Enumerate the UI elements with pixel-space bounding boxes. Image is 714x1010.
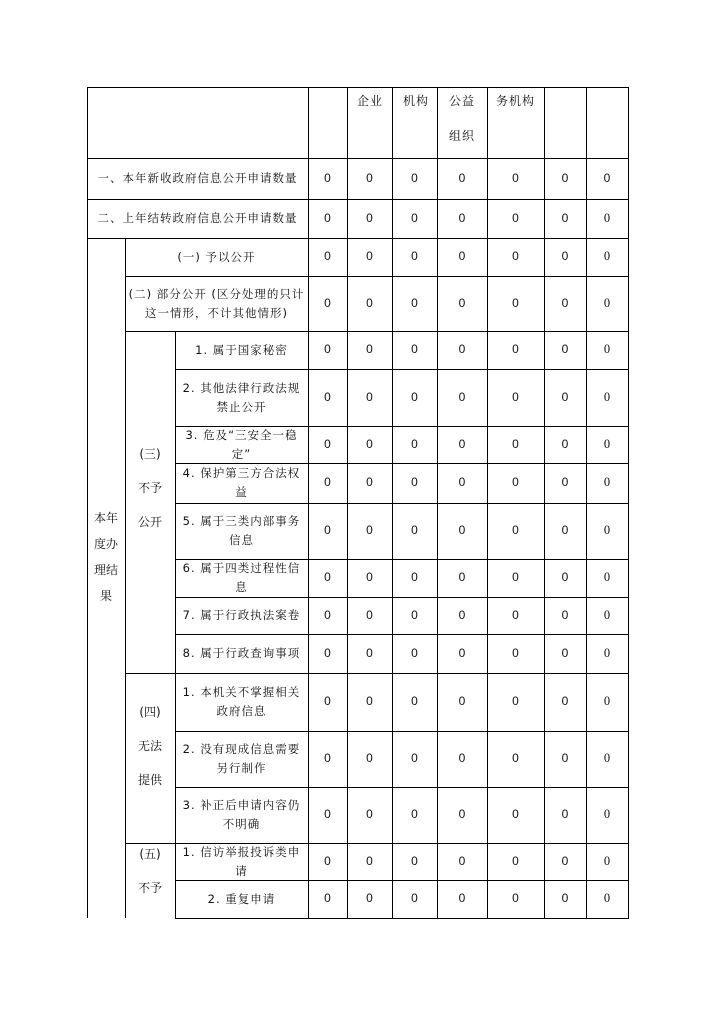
- row-nd-5: 5. 属于三类内部事务信息: [182, 514, 301, 547]
- cell-value: 0: [366, 694, 373, 708]
- cell-value: 0: [411, 891, 418, 905]
- cell-value: 0: [458, 475, 466, 489]
- cell-value: 0: [324, 523, 331, 537]
- cell-value: 0: [512, 694, 519, 708]
- cell-value: 0: [603, 210, 611, 225]
- cell-value: 0: [366, 891, 373, 905]
- cell-value: 0: [411, 694, 418, 708]
- cell-value: 0: [561, 342, 569, 356]
- cell-value: 0: [512, 607, 519, 622]
- row-disclose-full: (一) 予以公开: [177, 249, 256, 264]
- cell-value: 0: [458, 891, 466, 905]
- cell-value: 0: [603, 570, 611, 584]
- cell-value: 0: [366, 475, 373, 489]
- header-enterprise: 企业: [357, 94, 384, 108]
- cell-value: 0: [324, 295, 331, 310]
- cell-value: 0: [458, 694, 466, 708]
- cell-value: 0: [561, 295, 569, 310]
- cell-value: 0: [512, 807, 519, 821]
- cell-value: 0: [411, 295, 418, 310]
- row-un-1: 1. 本机关不掌握相关政府信息: [182, 685, 301, 718]
- cell-value: 0: [561, 210, 569, 225]
- cell-value: 0: [512, 295, 519, 310]
- cell-value: 0: [561, 389, 569, 404]
- cell-value: 0: [603, 607, 611, 622]
- cell-value: 0: [411, 751, 418, 765]
- row-carried-requests: 二、上年结转政府信息公开申请数量: [97, 211, 298, 225]
- v-line: [628, 87, 629, 918]
- cell-value: 0: [603, 249, 611, 263]
- cell-value: 0: [366, 436, 373, 451]
- row-nd-7: 7. 属于行政执法案卷: [182, 608, 301, 622]
- cell-value: 0: [324, 436, 331, 451]
- header-public-welfare-2: 组织: [449, 129, 476, 143]
- cell-value: 0: [603, 523, 611, 537]
- cell-value: 0: [561, 436, 569, 451]
- cell-value: 0: [512, 645, 519, 660]
- cell-value: 0: [561, 807, 569, 821]
- row-np-1: 1. 信访举报投诉类申请: [182, 844, 301, 878]
- header-institution: 机构: [403, 94, 430, 108]
- cell-value: 0: [458, 170, 466, 185]
- cell-value: 0: [458, 807, 466, 821]
- cell-value: 0: [561, 751, 569, 765]
- row-nd-2: 2. 其他法律行政法规禁止公开: [182, 380, 301, 414]
- cell-value: 0: [458, 607, 466, 622]
- cell-value: 0: [324, 645, 331, 660]
- cell-value: 0: [512, 751, 519, 765]
- cell-value: 0: [324, 853, 331, 868]
- cell-value: 0: [603, 751, 611, 765]
- cell-value: 0: [603, 436, 611, 451]
- cell-value: 0: [512, 389, 519, 404]
- header-public-welfare: 公益: [449, 94, 476, 108]
- cell-value: 0: [458, 751, 466, 765]
- cell-value: 0: [366, 853, 373, 868]
- v-line: [437, 87, 438, 918]
- cell-value: 0: [324, 210, 331, 225]
- cell-value: 0: [411, 342, 418, 356]
- v-line: [544, 87, 545, 918]
- row-disclose-part: (二) 部分公开 (区分处理的只计这一情形，不计其他情形): [128, 286, 305, 320]
- cell-value: 0: [324, 249, 331, 263]
- cell-value: 0: [324, 807, 331, 821]
- row-nd-1: 1. 属于国家秘密: [195, 342, 288, 357]
- v-line: [175, 331, 176, 918]
- cell-value: 0: [366, 607, 373, 622]
- v-line: [308, 87, 309, 918]
- h-line: [175, 918, 629, 919]
- cell-value: 0: [561, 891, 569, 905]
- cell-value: 0: [366, 295, 373, 310]
- v-line: [586, 87, 587, 918]
- cell-value: 0: [603, 475, 611, 489]
- cell-value: 0: [603, 694, 611, 708]
- row-np-2: 2. 重复申请: [207, 891, 276, 906]
- cell-value: 0: [324, 475, 331, 489]
- cell-value: 0: [411, 607, 418, 622]
- cell-value: 0: [411, 389, 418, 404]
- cell-value: 0: [512, 170, 519, 185]
- row-new-requests: 一、本年新收政府信息公开申请数量: [97, 171, 298, 185]
- cell-value: 0: [324, 891, 331, 905]
- cell-value: 0: [512, 342, 519, 356]
- row-un-2: 2. 没有现成信息需要另行制作: [182, 742, 301, 775]
- cell-value: 0: [561, 570, 569, 584]
- row-nd-6: 6. 属于四类过程性信息: [182, 561, 301, 594]
- cell-value: 0: [366, 570, 373, 584]
- cell-value: 0: [561, 694, 569, 708]
- row-nd-8: 8. 属于行政查询事项: [182, 646, 301, 660]
- no-process-label: (五) 不予: [137, 847, 162, 895]
- cell-value: 0: [458, 342, 466, 356]
- cell-value: 0: [603, 645, 611, 660]
- cell-value: 0: [458, 295, 466, 310]
- cell-value: 0: [603, 853, 611, 868]
- cell-value: 0: [411, 807, 418, 821]
- cell-value: 0: [603, 170, 611, 185]
- not-disclose-label: (三) 不予 公开: [137, 447, 162, 529]
- cell-value: 0: [603, 807, 611, 821]
- cell-value: 0: [366, 342, 373, 356]
- row-nd-4: 4. 保护第三方合法权益: [182, 466, 301, 499]
- v-line: [392, 87, 393, 918]
- cell-value: 0: [324, 389, 331, 404]
- cell-value: 0: [561, 170, 569, 185]
- result-group-label: 本年 度办 理结 果: [93, 511, 118, 603]
- cell-value: 0: [561, 607, 569, 622]
- v-line: [87, 87, 88, 918]
- cell-value: 0: [324, 694, 331, 708]
- cell-value: 0: [366, 210, 373, 225]
- cell-value: 0: [603, 295, 611, 310]
- cell-value: 0: [458, 249, 466, 263]
- cell-value: 0: [324, 751, 331, 765]
- cell-value: 0: [411, 436, 418, 451]
- cell-value: 0: [366, 751, 373, 765]
- v-line: [487, 87, 488, 918]
- cell-value: 0: [411, 645, 418, 660]
- cell-value: 0: [366, 523, 373, 537]
- cell-value: 0: [512, 891, 519, 905]
- cell-value: 0: [324, 170, 331, 185]
- cell-value: 0: [561, 523, 569, 537]
- cell-value: 0: [411, 249, 418, 263]
- cell-value: 0: [603, 891, 611, 905]
- row-nd-3: 3. 危及“三安全一稳定”: [185, 427, 298, 461]
- cell-value: 0: [411, 523, 418, 537]
- cell-value: 0: [458, 436, 466, 451]
- v-line: [347, 87, 348, 918]
- header-service-org: 务机构: [496, 94, 536, 108]
- cell-value: 0: [324, 342, 331, 356]
- cell-value: 0: [366, 645, 373, 660]
- cell-value: 0: [512, 210, 519, 225]
- cell-value: 0: [458, 389, 466, 404]
- cell-value: 0: [411, 570, 418, 584]
- cell-value: 0: [603, 342, 611, 356]
- cell-value: 0: [512, 853, 519, 868]
- row-un-3: 3. 补正后申请内容仍不明确: [182, 798, 301, 831]
- cell-value: 0: [512, 523, 519, 537]
- cell-value: 0: [411, 853, 418, 868]
- cell-value: 0: [512, 475, 519, 489]
- cell-value: 0: [561, 645, 569, 660]
- cell-value: 0: [458, 570, 466, 584]
- cell-value: 0: [458, 523, 466, 537]
- cell-value: 0: [366, 249, 373, 263]
- cell-value: 0: [366, 807, 373, 821]
- unable-provide-label: (四) 无法 提供: [137, 705, 162, 787]
- cell-value: 0: [411, 170, 418, 185]
- h-line: [87, 87, 629, 88]
- cell-value: 0: [411, 210, 418, 225]
- cell-value: 0: [561, 475, 569, 489]
- cell-value: 0: [324, 570, 331, 584]
- cell-value: 0: [512, 570, 519, 584]
- cell-value: 0: [324, 607, 331, 622]
- v-line: [125, 238, 126, 918]
- cell-value: 0: [458, 210, 466, 225]
- cell-value: 0: [411, 475, 418, 489]
- cell-value: 0: [366, 170, 373, 185]
- cell-value: 0: [603, 389, 611, 404]
- cell-value: 0: [512, 436, 519, 451]
- cell-value: 0: [561, 853, 569, 868]
- cell-value: 0: [512, 249, 519, 263]
- cell-value: 0: [366, 389, 373, 404]
- cell-value: 0: [458, 645, 466, 660]
- cell-value: 0: [458, 853, 466, 868]
- cell-value: 0: [561, 249, 569, 263]
